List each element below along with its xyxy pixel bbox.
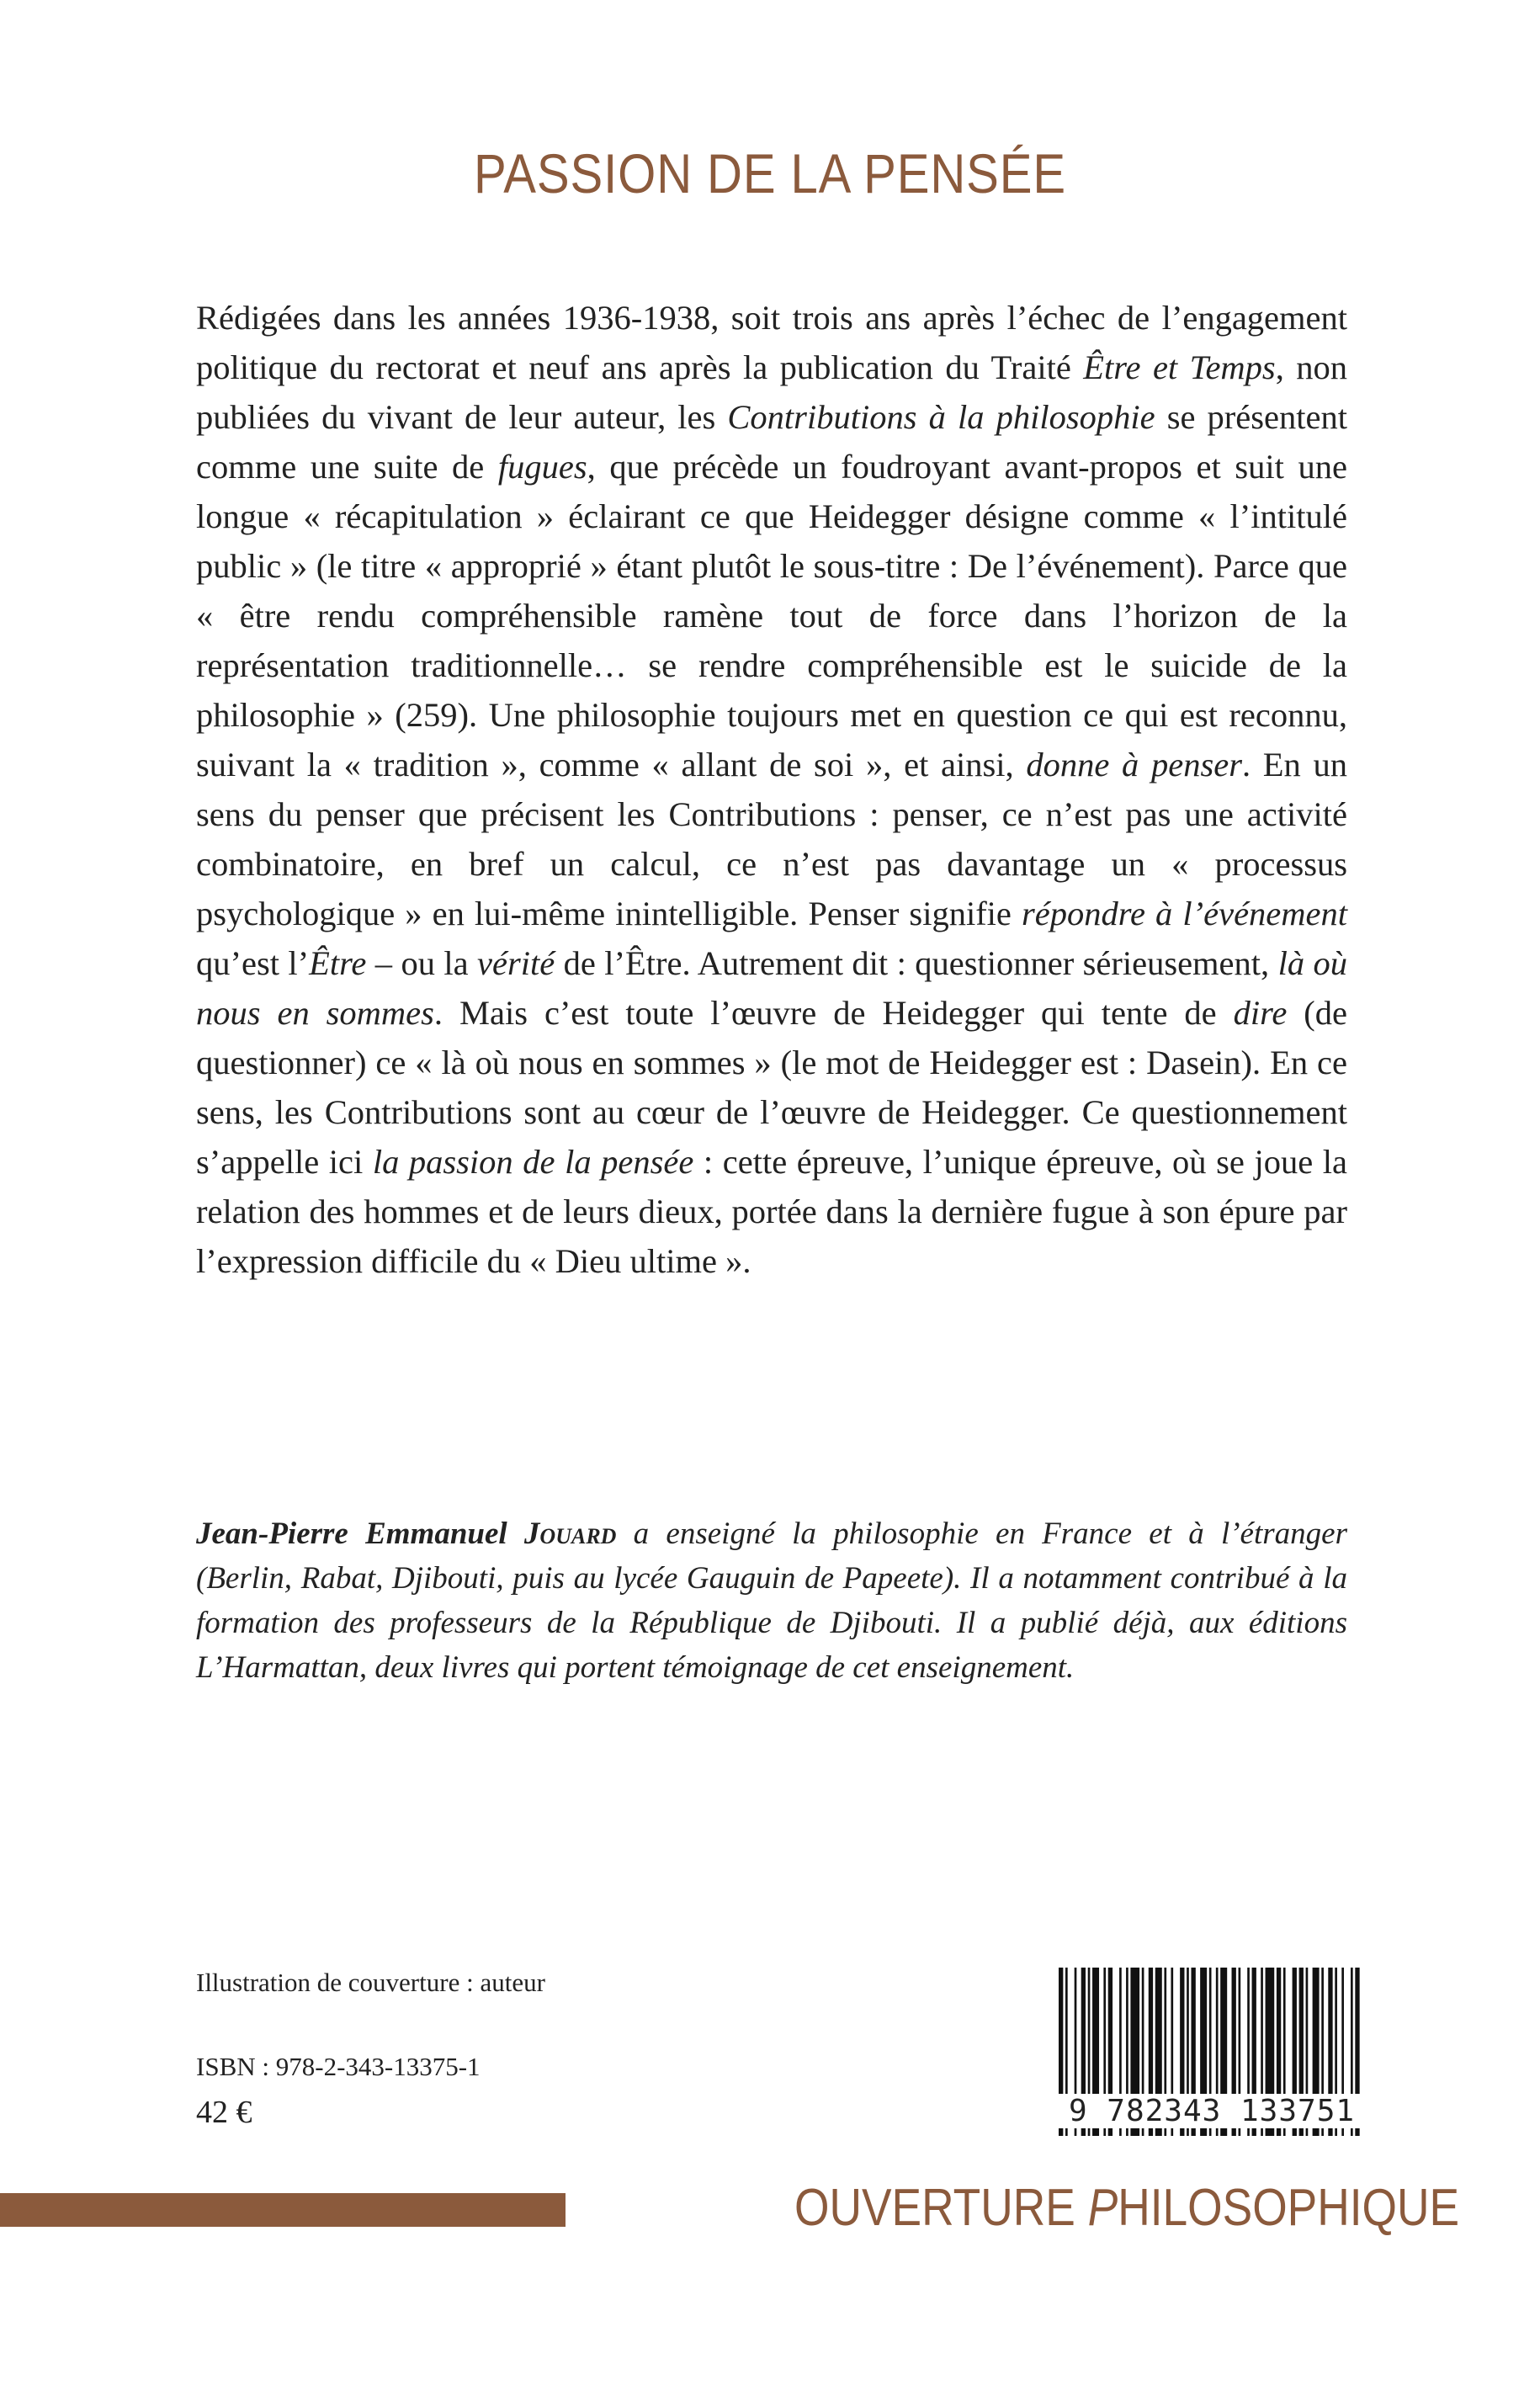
accent-rule: [0, 2193, 566, 2227]
isbn: ISBN : 978-2-343-13375-1: [196, 2052, 481, 2081]
summary-text: Rédigées dans les années 1936-1938, soit trois ans après l’échec de l’engagement politique du rectorat et neuf ans après la publication du Traité Être et Temps, non publiées du vivant de leur auteur, les Contributions à la philosophie se présentent comme une suite de fugues, que précède un foudroyant avant-propos et suit une longue « récapitulation » éclairant ce que Heidegger désigne comme « l’intitulé public » (le titre « approprié » étant plutôt le sous-titre : De l’événement). Parce que « être rendu compréhensible ramène tout de force dans l’horizon de la représentation traditionnelle… se rendre compréhensible est le suicide de la philosophie » (259). Une philosophie toujours met en question ce qui est reconnu, suivant la « tradition », comme « allant de soi », et ainsi, donne à penser. En un sens du penser que précisent les Contributions : penser, ce n’est pas une activité combinatoire, en bref un calcul, ce n’est pas davantage un « processus psychologique » en lui-même inintelligible. Penser signifie répondre à l’événement qu’est l’Être – ou la vérité de l’Être. Autrement dit : questionner sérieusement, là où nous en sommes. Mais c’est toute l’œuvre de Heidegger qui tente de dire (de questionner) ce « là où nous en sommes » (le mot de Heidegger est : Dasein). En ce sens, les Contributions sont au cœur de l’œuvre de Heidegger. Ce questionnement s’appelle ici la passion de la pensée : cette épreuve, l’unique épreuve, où se joue la relation des hommes et de leurs dieux, portée dans la dernière fugue à son épure par l’expression difficile du « Dieu ultime ».: [196, 299, 1348, 1280]
collection-name: OUVERTURE PHILOSOPHIQUE: [794, 2179, 1460, 2237]
author-name: Jean-Pierre Emmanuel Jouard: [196, 1517, 617, 1551]
author-bio: Jean-Pierre Emmanuel Jouard a enseigné la philosophie en France et à l’étranger (Berlin, Rabat, Djibouti, puis au lycée Gauguin de Papeete). Il a notamment contribué à la formation des professeurs de la République de Djibouti. Il a publié déjà, aux éditions L’Harmattan, deux livres qui portent témoignage de cet enseignement.: [196, 1517, 1347, 1685]
barcode-digits: 9 782343 133751: [1055, 2094, 1368, 2128]
book-title: PASSION DE LA PENSÉE: [473, 142, 1067, 205]
illustration-credit: Illustration de couverture : auteur: [196, 1968, 545, 1997]
price: 42 €: [196, 2095, 252, 2130]
